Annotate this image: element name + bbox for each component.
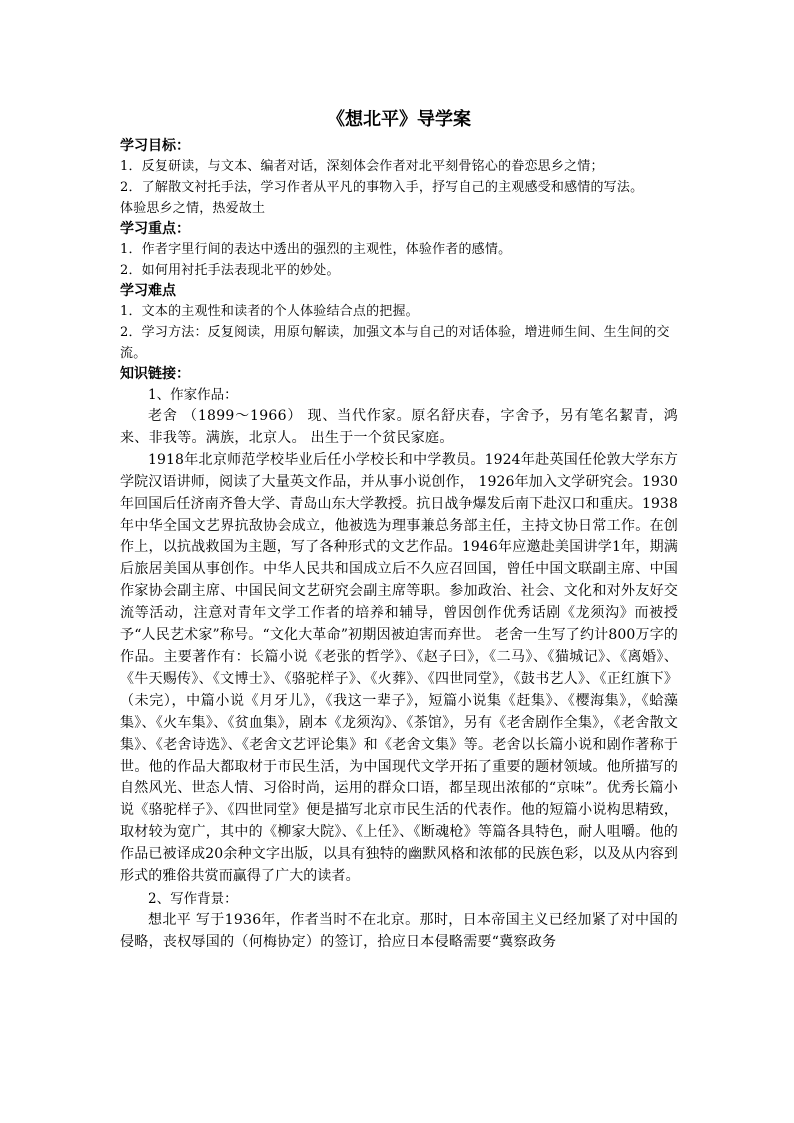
subheading-background: 2、写作背景： [148, 890, 238, 907]
goals-heading: 学习目标： [120, 138, 190, 154]
knowledge-heading: 知识链接： [120, 366, 190, 382]
section-difficulties [120, 281, 678, 364]
difficulty-item-2: 2．学习方法：反复阅读，用原句解读，加强文本与自己的对话体验，增进师生间、生生间的交流。 [120, 325, 670, 361]
section-goals [120, 136, 678, 219]
goal-item-1: 1．反复研读，与文本、编者对话，深刻体会作者对北平刻骨铭心的眷恋思乡之情； [120, 159, 604, 174]
document-page [120, 108, 678, 954]
paragraph-author-bio: 1918年北京师范学校毕业后任小学校长和中学教员。1924年赴英国任伦敦大学东方学院汉语讲师，阅读了大量英文作品，并从事小说创作， 1926年加入文学研究会。1930年回国后任济南齐鲁大学、青岛山东大学教授。抗日战争爆发后南下赴汉口和重庆。1938年中华全国文艺界抗敌协会成立，他被选为理事兼总务部主任，主持文协日常工作。在创作上，以抗战救国为主题，写了各种形式的文艺作品。1946年应邀赴美国讲学1年，期满后旅居美国从事创作。中华人民共和国成立后不久应召回国，曾任中国文联副主席、中国作家协会副主席、中国民间文艺研究会副主席等职。参加政治、社会、文化和对外友好交流等活动，注意对青年文学工作者的培养和辅导，曾因创作优秀话剧《龙须沟》而被授予“人民艺术家”称号。“文化大革命”初期因被迫害而弃世。 老舍一生写了约计800万字的作品。主要著作有：长篇小说《老张的哲学》、《赵子曰》，《二马》、《猫城记》、《离婚》、《牛天赐传》、《文博士》、《骆驼样子》、《火葬》、《四世同堂》，《鼓书艺人》、《正红旗下》（未完），中篇小说《月牙儿》，《我这一辈子》，短篇小说集《赶集》、《樱海集》，《蛤藻集》、《火车集》、《贫血集》，剧本《龙须沟》、《茶馆》，另有《老舍剧作全集》，《老舍散文集》、《老舍诗选》、《老舍文艺评论集》和《老舍文集》等。老舍以长篇小说和剧作著称于世。他的作品大都取材于市民生活，为中国现代文学开拓了重要的题材领域。他所描写的自然风光、世态人情、习俗时尚，运用的群众口语，都呈现出浓郁的“京味”。优秀长篇小说《骆驼样子》、《四世同堂》便是描写北京市民生活的代表作。他的短篇小说构思精致，取材较为宽广，其中的《柳家大院》、《上任》、《断魂枪》等篇各具特色，耐人咀嚼。他的作品已被译成20余种文字出版，以具有独特的幽默风格和浓郁的民族色彩，以及从内容到形式的雅俗共赏而赢得了广大的读者。 [120, 451, 678, 885]
keypoint-item-2: 2．如何用衬托手法表现北平的妙处。 [120, 263, 340, 278]
difficulties-heading: 学习难点 [120, 283, 176, 299]
document-title: 《想北平》导学案 [327, 109, 471, 130]
keypoint-item-1: 1．作者字里行间的表达中透出的强烈的主观性，体验作者的感情。 [120, 242, 512, 257]
paragraph-background: 想北平 写于1936年，作者当时不在北京。那时，日本帝国主义已经加紧了对中国的侵略，丧权辱国的（何梅协定）的签订，拾应日本侵略需要“冀察政务 [120, 911, 678, 950]
section-keypoints [120, 219, 678, 281]
goal-item-3: 体验思乡之情，热爱故土 [120, 201, 266, 216]
keypoints-heading: 学习重点： [120, 221, 190, 237]
subheading-author-works: 1、作家作品： [148, 387, 238, 403]
goal-item-2: 2．了解散文衬托手法，学习作者从平凡的事物入手，抒写自己的主观感受和感情的写法。 [120, 180, 644, 195]
difficulty-item-1: 1．文本的主观性和读者的个人体验结合点的把握。 [120, 304, 419, 319]
paragraph-author-intro: 老舍 （1899～1966） 现、当代作家。原名舒庆春，字舍予，另有笔名絜青，鸿来、非我等。满族，北京人。 出生于一个贫民家庭。 [120, 408, 678, 446]
section-knowledge [120, 364, 678, 954]
